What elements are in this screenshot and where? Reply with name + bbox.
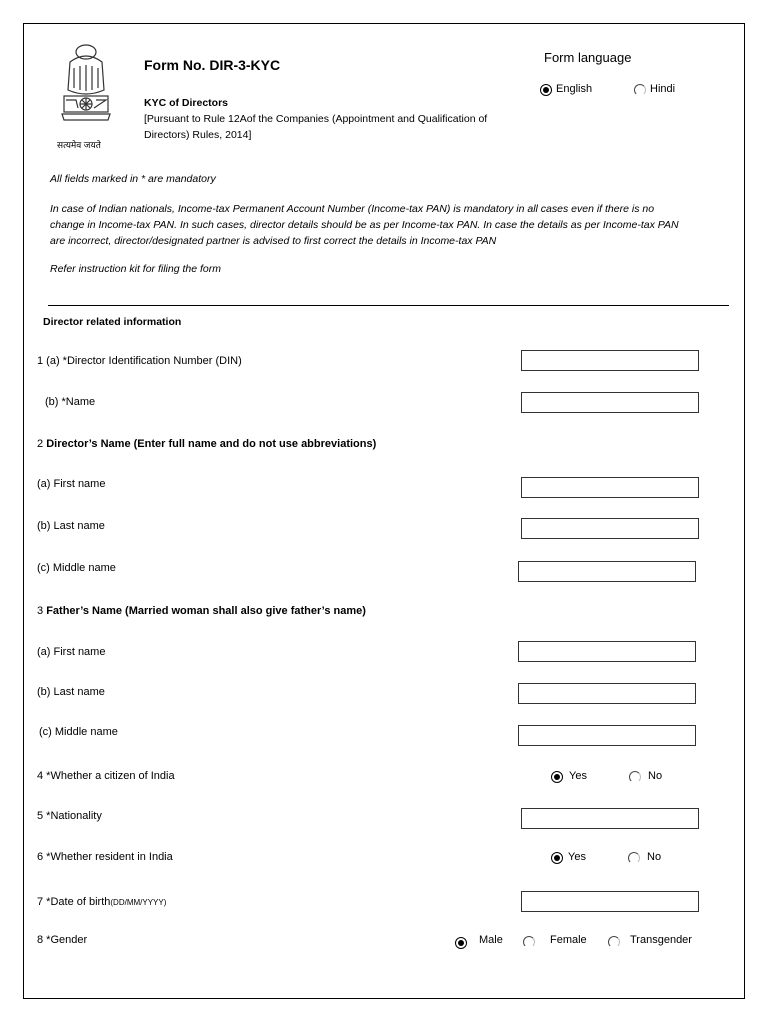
fathers-name-heading: 3 Father’s Name (Married woman shall also give father’s name) — [37, 605, 366, 617]
father-last-name-label: (b) Last name — [37, 686, 105, 698]
language-hindi-radio[interactable] — [634, 84, 646, 96]
nationality-input[interactable] — [521, 808, 699, 829]
director-first-name-label: (a) First name — [37, 478, 106, 490]
name-input[interactable] — [521, 392, 699, 413]
director-middle-name-label: (c) Middle name — [37, 562, 116, 574]
father-last-name-input[interactable] — [518, 683, 696, 704]
citizen-no-radio[interactable] — [629, 771, 641, 783]
language-english-label: English — [556, 83, 593, 95]
director-first-name-input[interactable] — [521, 477, 699, 498]
gender-transgender-label: Transgender — [630, 934, 692, 946]
resident-yes-label: Yes — [568, 851, 586, 863]
instruction-kit-note: Refer instruction kit for filing the form — [50, 263, 221, 275]
citizen-yes-label: Yes — [569, 770, 587, 782]
dob-input[interactable] — [521, 891, 699, 912]
pan-note-line1: In case of Indian nationals, Income-tax Permanent Account Number (Income-tax PAN) is mandatory in all cases even if there is no — [50, 203, 655, 215]
citizen-yes-radio[interactable] — [551, 771, 563, 783]
form-number-title: Form No. DIR-3-KYC — [144, 57, 281, 73]
gender-female-radio[interactable] — [523, 936, 535, 948]
language-hindi-label: Hindi — [650, 83, 676, 95]
father-first-name-input[interactable] — [518, 641, 696, 662]
pan-note-line2: change in Income-tax PAN. In such cases, director details should be as per Income-tax PAN. In case the details as per Income-tax PAN — [50, 219, 679, 231]
father-first-name-label: (a) First name — [37, 646, 106, 658]
resident-label: 6 *Whether resident in India — [37, 851, 173, 863]
form-subtitle: KYC of Directors — [144, 97, 229, 109]
form-language-label: Form language — [544, 50, 632, 65]
gender-male-radio[interactable] — [455, 937, 467, 949]
resident-yes-radio[interactable] — [551, 852, 563, 864]
director-last-name-label: (b) Last name — [37, 520, 105, 532]
resident-no-radio[interactable] — [628, 852, 640, 864]
mandatory-note: All fields marked in * are mandatory — [50, 173, 216, 185]
section-divider — [48, 305, 729, 306]
citizen-no-label: No — [648, 770, 663, 782]
gender-male-label: Male — [479, 934, 503, 946]
gender-label: 8 *Gender — [37, 934, 88, 946]
director-middle-name-input[interactable] — [518, 561, 696, 582]
resident-no-label: No — [647, 851, 662, 863]
director-last-name-input[interactable] — [521, 518, 699, 539]
father-middle-name-input[interactable] — [518, 725, 696, 746]
rule-reference-line1: [Pursuant to Rule 12Aof the Companies (Appointment and Qualification of — [144, 113, 488, 125]
dob-label: 7 *Date of birth(DD/MM/YYYY) — [37, 896, 167, 908]
citizen-label: 4 *Whether a citizen of India — [37, 770, 175, 782]
language-english-radio[interactable] — [540, 84, 552, 96]
section-title: Director related information — [43, 316, 182, 328]
pan-note-line3: are incorrect, director/designated partner is advised to first correct the details in Income-tax PAN — [50, 235, 497, 247]
din-input[interactable] — [521, 350, 699, 371]
gender-transgender-radio[interactable] — [608, 936, 620, 948]
national-emblem-icon — [52, 40, 120, 152]
directors-name-heading: 2 Director’s Name (Enter full name and do not use abbreviations) — [37, 438, 377, 450]
name-label: (b) *Name — [45, 396, 96, 408]
father-middle-name-label: (c) Middle name — [39, 726, 118, 738]
din-label: 1 (a) *Director Identification Number (DIN) — [37, 355, 242, 367]
gender-female-label: Female — [550, 934, 587, 946]
rule-reference-line2: Directors) Rules, 2014] — [144, 129, 252, 141]
emblem-caption: सत्यमेव जयते — [57, 140, 101, 150]
nationality-label: 5 *Nationality — [37, 810, 102, 822]
